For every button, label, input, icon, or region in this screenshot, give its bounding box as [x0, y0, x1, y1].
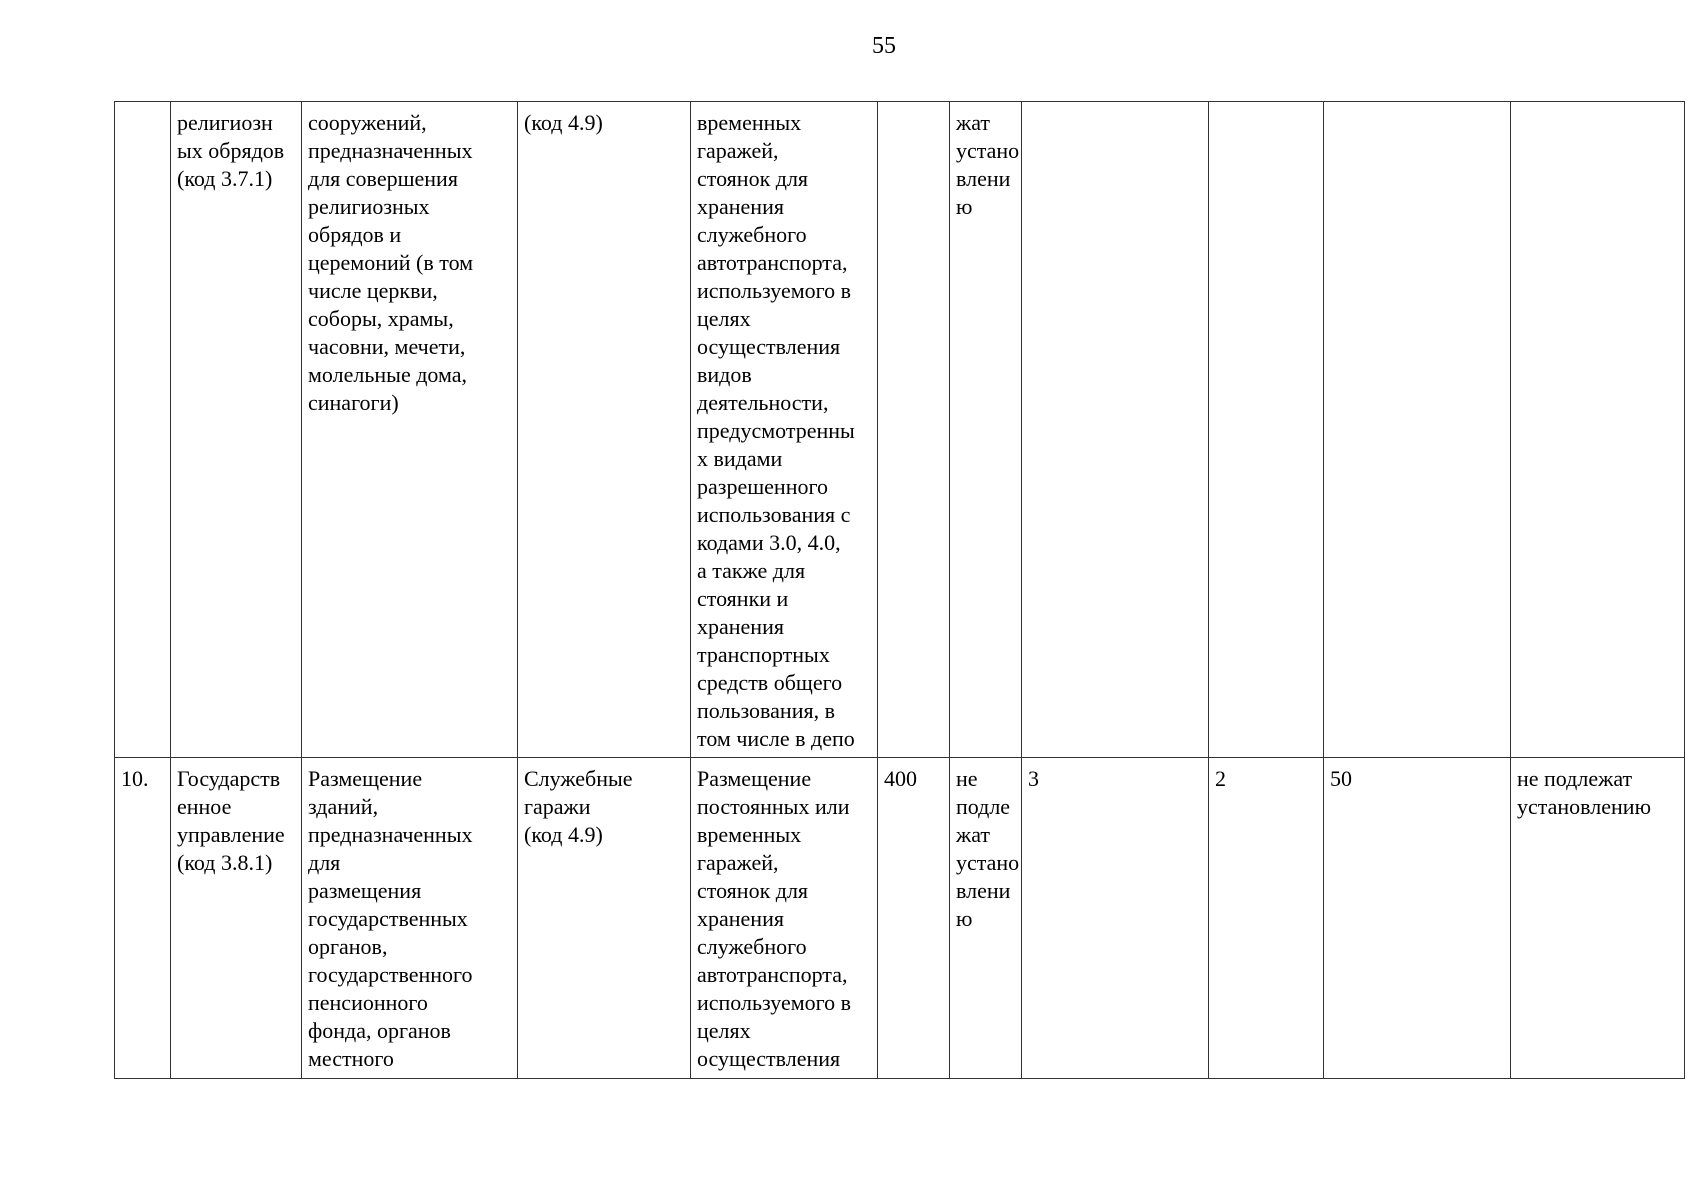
other-params-cell: не подлежат установлению	[1511, 758, 1685, 1079]
setback-cell	[1022, 102, 1209, 758]
coverage-percent-cell	[1324, 102, 1511, 758]
table-row	[115, 102, 1685, 758]
zoning-regulations-table	[114, 101, 1685, 1079]
max-area-cell: не подле жат устано влени ю	[950, 758, 1022, 1079]
min-area-cell: 400	[878, 758, 950, 1079]
floors-cell: 2	[1209, 758, 1324, 1079]
row-number-cell: 10.	[115, 758, 171, 1079]
main-use-type-cell: Государств енное управление (код 3.8.1)	[171, 758, 302, 1079]
auxiliary-use-description-cell: временных гаражей, стоянок для хранения служебного автотранспорта, используемого в целях осуществления видов деятельности, предусмотренны х видами разрешенного использования с кодами 3.0, 4.0, а также для стоянки и хранения транспортных средств общего пользования, в том числе в депо	[691, 102, 878, 758]
min-area-cell	[878, 102, 950, 758]
setback-cell: 3	[1022, 758, 1209, 1079]
row-number-cell	[115, 102, 171, 758]
auxiliary-use-type-cell: Служебные гаражи (код 4.9)	[518, 758, 691, 1079]
auxiliary-use-type-cell: (код 4.9)	[518, 102, 691, 758]
other-params-cell	[1511, 102, 1685, 758]
auxiliary-use-description-cell: Размещение постоянных или временных гаражей, стоянок для хранения служебного автотранспорта, используемого в целях осуществления	[691, 758, 878, 1079]
main-use-description-cell: Размещение зданий, предназначенных для размещения государственных органов, государственного пенсионного фонда, органов местного	[302, 758, 518, 1079]
coverage-percent-cell: 50	[1324, 758, 1511, 1079]
main-use-type-cell: религиозн ых обрядов (код 3.7.1)	[171, 102, 302, 758]
main-use-description-cell: сооружений, предназначенных для совершения религиозных обрядов и церемоний (в том числе церкви, соборы, храмы, часовни, мечети, молельные дома, синагоги)	[302, 102, 518, 758]
floors-cell	[1209, 102, 1324, 758]
max-area-cell: жат устано влени ю	[950, 102, 1022, 758]
table-row	[115, 758, 1685, 1079]
page-number: 55	[872, 33, 896, 59]
